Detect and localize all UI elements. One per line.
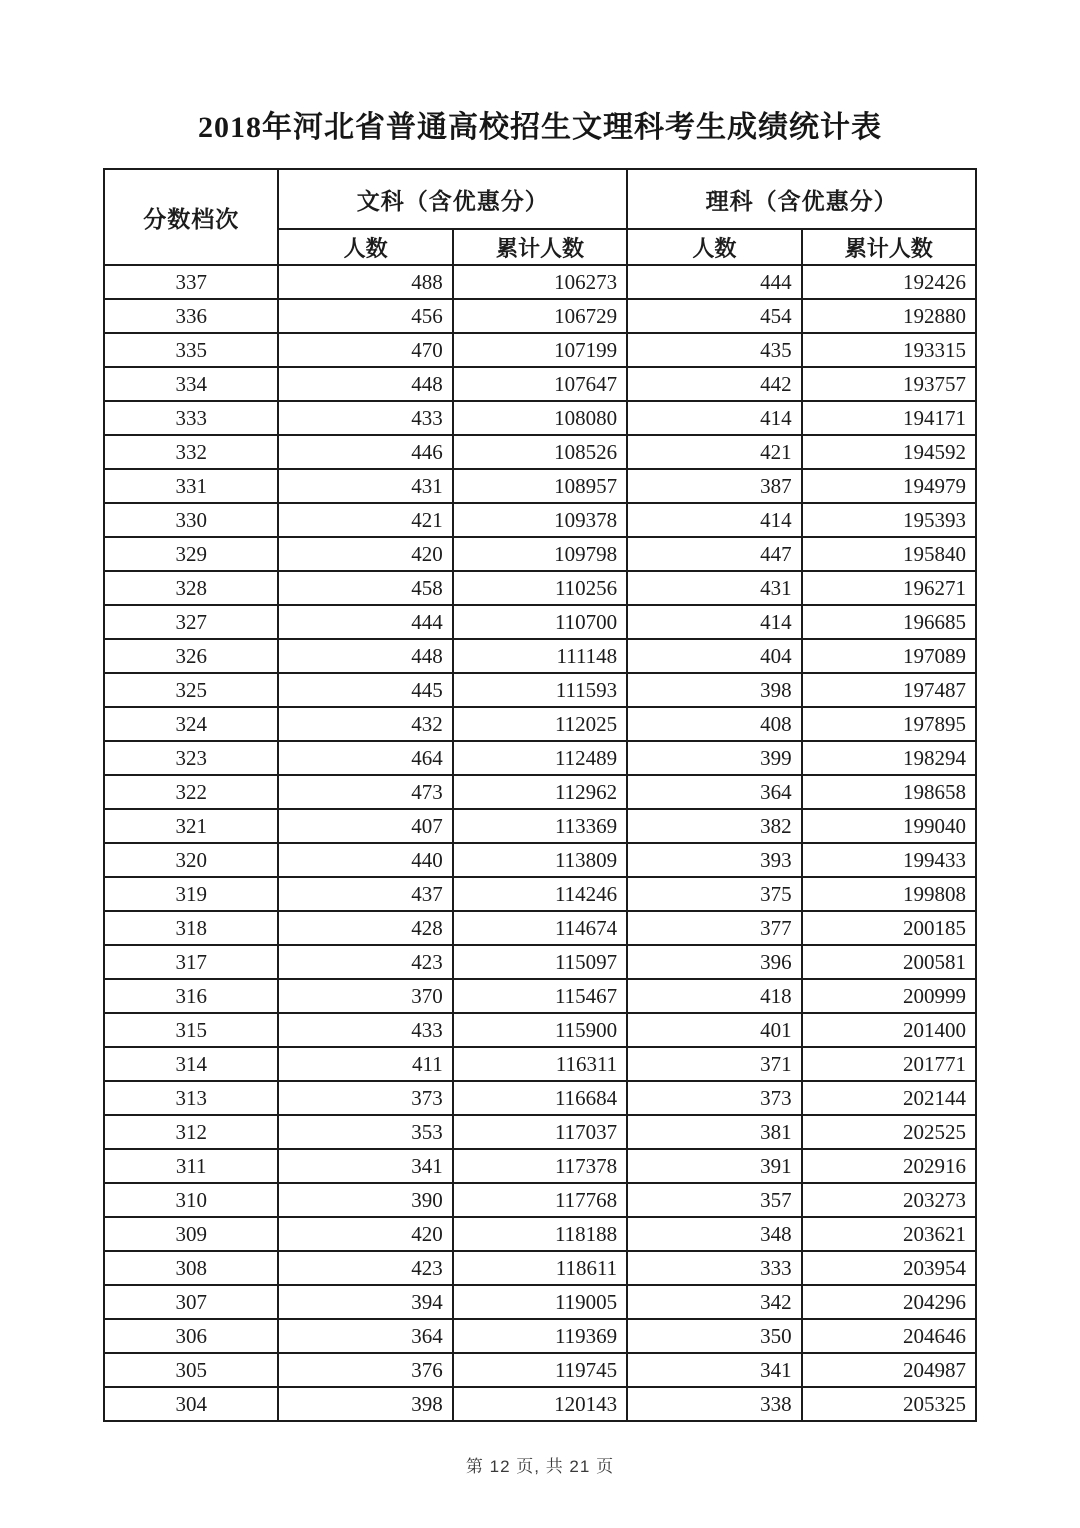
table-row — [104, 299, 976, 333]
table-row — [104, 945, 976, 979]
table-row — [104, 469, 976, 503]
col-header-score-tier: 分数档次 — [104, 169, 278, 265]
liberal-cumulative-cell: 119745 — [453, 1353, 627, 1387]
science-cumulative-cell: 205325 — [802, 1387, 976, 1421]
score-tier-cell: 328 — [104, 571, 278, 605]
science-cumulative-cell: 204987 — [802, 1353, 976, 1387]
science-count-cell: 393 — [627, 843, 801, 877]
table-row — [104, 809, 976, 843]
science-count-cell: 444 — [627, 265, 801, 299]
science-cumulative-cell: 202144 — [802, 1081, 976, 1115]
table-body — [104, 265, 976, 1421]
liberal-count-cell: 407 — [278, 809, 452, 843]
table-row — [104, 843, 976, 877]
liberal-cumulative-cell: 108080 — [453, 401, 627, 435]
science-count-cell: 404 — [627, 639, 801, 673]
science-cumulative-cell: 197089 — [802, 639, 976, 673]
science-cumulative-cell: 204646 — [802, 1319, 976, 1353]
liberal-count-cell: 444 — [278, 605, 452, 639]
liberal-cumulative-cell: 107647 — [453, 367, 627, 401]
liberal-cumulative-cell: 118188 — [453, 1217, 627, 1251]
liberal-count-cell: 433 — [278, 401, 452, 435]
table-row — [104, 707, 976, 741]
science-cumulative-cell: 193315 — [802, 333, 976, 367]
liberal-count-cell: 473 — [278, 775, 452, 809]
science-count-cell: 442 — [627, 367, 801, 401]
science-count-cell: 373 — [627, 1081, 801, 1115]
science-cumulative-cell: 192880 — [802, 299, 976, 333]
table-row — [104, 775, 976, 809]
science-cumulative-cell: 196271 — [802, 571, 976, 605]
score-tier-cell: 304 — [104, 1387, 278, 1421]
table-row — [104, 1387, 976, 1421]
liberal-count-cell: 456 — [278, 299, 452, 333]
group-header-row — [104, 169, 976, 229]
table-row — [104, 1081, 976, 1115]
score-tier-cell: 314 — [104, 1047, 278, 1081]
score-tier-cell: 308 — [104, 1251, 278, 1285]
liberal-cumulative-cell: 114674 — [453, 911, 627, 945]
science-cumulative-cell: 199040 — [802, 809, 976, 843]
score-tier-cell: 334 — [104, 367, 278, 401]
liberal-count-cell: 464 — [278, 741, 452, 775]
liberal-cumulative-cell: 110700 — [453, 605, 627, 639]
liberal-cumulative-cell: 116311 — [453, 1047, 627, 1081]
liberal-count-cell: 341 — [278, 1149, 452, 1183]
liberal-count-cell: 398 — [278, 1387, 452, 1421]
table-row — [104, 877, 976, 911]
science-cumulative-cell: 198658 — [802, 775, 976, 809]
liberal-count-cell: 437 — [278, 877, 452, 911]
science-count-cell: 364 — [627, 775, 801, 809]
score-tier-cell: 333 — [104, 401, 278, 435]
col-header-science-count: 人数 — [627, 229, 801, 265]
score-tier-cell: 323 — [104, 741, 278, 775]
liberal-cumulative-cell: 109378 — [453, 503, 627, 537]
science-cumulative-cell: 204296 — [802, 1285, 976, 1319]
liberal-count-cell: 411 — [278, 1047, 452, 1081]
science-count-cell: 341 — [627, 1353, 801, 1387]
liberal-cumulative-cell: 112025 — [453, 707, 627, 741]
science-cumulative-cell: 201400 — [802, 1013, 976, 1047]
science-cumulative-cell: 202916 — [802, 1149, 976, 1183]
score-tier-cell: 324 — [104, 707, 278, 741]
science-cumulative-cell: 194979 — [802, 469, 976, 503]
score-tier-cell: 312 — [104, 1115, 278, 1149]
table-row — [104, 503, 976, 537]
score-tier-cell: 306 — [104, 1319, 278, 1353]
table-row — [104, 1353, 976, 1387]
score-tier-cell: 322 — [104, 775, 278, 809]
science-cumulative-cell: 200581 — [802, 945, 976, 979]
science-count-cell: 414 — [627, 401, 801, 435]
liberal-count-cell: 370 — [278, 979, 452, 1013]
science-count-cell: 418 — [627, 979, 801, 1013]
table-row — [104, 367, 976, 401]
liberal-count-cell: 364 — [278, 1319, 452, 1353]
liberal-count-cell: 431 — [278, 469, 452, 503]
liberal-count-cell: 433 — [278, 1013, 452, 1047]
science-count-cell: 350 — [627, 1319, 801, 1353]
table-row — [104, 1047, 976, 1081]
science-count-cell: 447 — [627, 537, 801, 571]
score-tier-cell: 307 — [104, 1285, 278, 1319]
table-row — [104, 673, 976, 707]
science-cumulative-cell: 195393 — [802, 503, 976, 537]
liberal-count-cell: 488 — [278, 265, 452, 299]
score-tier-cell: 330 — [104, 503, 278, 537]
science-cumulative-cell: 197487 — [802, 673, 976, 707]
liberal-count-cell: 353 — [278, 1115, 452, 1149]
science-cumulative-cell: 193757 — [802, 367, 976, 401]
score-tier-cell: 331 — [104, 469, 278, 503]
liberal-cumulative-cell: 115900 — [453, 1013, 627, 1047]
score-tier-cell: 325 — [104, 673, 278, 707]
score-tier-cell: 309 — [104, 1217, 278, 1251]
science-count-cell: 348 — [627, 1217, 801, 1251]
science-count-cell: 387 — [627, 469, 801, 503]
liberal-cumulative-cell: 106273 — [453, 265, 627, 299]
science-cumulative-cell: 194592 — [802, 435, 976, 469]
science-cumulative-cell: 200999 — [802, 979, 976, 1013]
liberal-cumulative-cell: 118611 — [453, 1251, 627, 1285]
table-row — [104, 401, 976, 435]
liberal-count-cell: 423 — [278, 1251, 452, 1285]
science-count-cell: 357 — [627, 1183, 801, 1217]
score-tier-cell: 327 — [104, 605, 278, 639]
liberal-count-cell: 470 — [278, 333, 452, 367]
liberal-cumulative-cell: 108957 — [453, 469, 627, 503]
liberal-cumulative-cell: 110256 — [453, 571, 627, 605]
science-count-cell: 401 — [627, 1013, 801, 1047]
table-row — [104, 1013, 976, 1047]
liberal-count-cell: 458 — [278, 571, 452, 605]
liberal-cumulative-cell: 117378 — [453, 1149, 627, 1183]
science-count-cell: 396 — [627, 945, 801, 979]
score-tier-cell: 315 — [104, 1013, 278, 1047]
score-tier-cell: 329 — [104, 537, 278, 571]
science-cumulative-cell: 192426 — [802, 265, 976, 299]
score-tier-cell: 310 — [104, 1183, 278, 1217]
science-cumulative-cell: 202525 — [802, 1115, 976, 1149]
col-header-science-cumulative: 累计人数 — [802, 229, 976, 265]
science-cumulative-cell: 203954 — [802, 1251, 976, 1285]
liberal-cumulative-cell: 111593 — [453, 673, 627, 707]
liberal-count-cell: 373 — [278, 1081, 452, 1115]
score-tier-cell: 320 — [104, 843, 278, 877]
score-tier-cell: 326 — [104, 639, 278, 673]
table-row — [104, 1319, 976, 1353]
science-count-cell: 435 — [627, 333, 801, 367]
liberal-cumulative-cell: 106729 — [453, 299, 627, 333]
liberal-cumulative-cell: 111148 — [453, 639, 627, 673]
table-row — [104, 435, 976, 469]
liberal-count-cell: 376 — [278, 1353, 452, 1387]
liberal-cumulative-cell: 115097 — [453, 945, 627, 979]
science-count-cell: 398 — [627, 673, 801, 707]
table-row — [104, 605, 976, 639]
science-count-cell: 408 — [627, 707, 801, 741]
science-count-cell: 371 — [627, 1047, 801, 1081]
liberal-count-cell: 448 — [278, 367, 452, 401]
score-tier-cell: 335 — [104, 333, 278, 367]
table-row — [104, 639, 976, 673]
liberal-count-cell: 428 — [278, 911, 452, 945]
liberal-cumulative-cell: 113369 — [453, 809, 627, 843]
col-header-liberal-cumulative: 累计人数 — [453, 229, 627, 265]
score-tier-cell: 305 — [104, 1353, 278, 1387]
liberal-count-cell: 390 — [278, 1183, 452, 1217]
table-row — [104, 979, 976, 1013]
science-count-cell: 382 — [627, 809, 801, 843]
table-row — [104, 1217, 976, 1251]
score-tier-cell: 321 — [104, 809, 278, 843]
liberal-cumulative-cell: 120143 — [453, 1387, 627, 1421]
page-title: 2018年河北省普通高校招生文理科考生成绩统计表 — [198, 111, 882, 144]
score-tier-cell: 316 — [104, 979, 278, 1013]
liberal-cumulative-cell: 114246 — [453, 877, 627, 911]
science-cumulative-cell: 195840 — [802, 537, 976, 571]
score-tier-cell: 311 — [104, 1149, 278, 1183]
score-tier-cell: 318 — [104, 911, 278, 945]
liberal-cumulative-cell: 119005 — [453, 1285, 627, 1319]
science-count-cell: 338 — [627, 1387, 801, 1421]
science-cumulative-cell: 198294 — [802, 741, 976, 775]
science-count-cell: 342 — [627, 1285, 801, 1319]
science-cumulative-cell: 203621 — [802, 1217, 976, 1251]
liberal-cumulative-cell: 107199 — [453, 333, 627, 367]
table-row — [104, 537, 976, 571]
liberal-count-cell: 432 — [278, 707, 452, 741]
col-header-science: 理科（含优惠分） — [627, 169, 976, 229]
liberal-cumulative-cell: 119369 — [453, 1319, 627, 1353]
science-count-cell: 381 — [627, 1115, 801, 1149]
liberal-cumulative-cell: 116684 — [453, 1081, 627, 1115]
liberal-cumulative-cell: 117037 — [453, 1115, 627, 1149]
liberal-count-cell: 421 — [278, 503, 452, 537]
page-footer: 第 12 页, 共 21 页 — [465, 1457, 615, 1476]
science-cumulative-cell: 199433 — [802, 843, 976, 877]
liberal-cumulative-cell: 117768 — [453, 1183, 627, 1217]
science-cumulative-cell: 200185 — [802, 911, 976, 945]
table-row — [104, 1251, 976, 1285]
science-count-cell: 391 — [627, 1149, 801, 1183]
science-cumulative-cell: 201771 — [802, 1047, 976, 1081]
liberal-count-cell: 420 — [278, 1217, 452, 1251]
col-header-liberal-count: 人数 — [278, 229, 452, 265]
liberal-cumulative-cell: 112962 — [453, 775, 627, 809]
score-tier-cell: 319 — [104, 877, 278, 911]
liberal-count-cell: 446 — [278, 435, 452, 469]
table-row — [104, 571, 976, 605]
score-tier-cell: 313 — [104, 1081, 278, 1115]
table-row — [104, 1285, 976, 1319]
score-tier-cell: 317 — [104, 945, 278, 979]
science-count-cell: 454 — [627, 299, 801, 333]
table-row — [104, 741, 976, 775]
col-header-liberal-arts: 文科（含优惠分） — [278, 169, 627, 229]
liberal-cumulative-cell: 113809 — [453, 843, 627, 877]
liberal-count-cell: 448 — [278, 639, 452, 673]
science-count-cell: 375 — [627, 877, 801, 911]
liberal-cumulative-cell: 115467 — [453, 979, 627, 1013]
table-header — [104, 169, 976, 265]
science-count-cell: 431 — [627, 571, 801, 605]
table-row — [104, 265, 976, 299]
table-row — [104, 911, 976, 945]
science-cumulative-cell: 203273 — [802, 1183, 976, 1217]
science-count-cell: 377 — [627, 911, 801, 945]
score-tier-cell: 332 — [104, 435, 278, 469]
science-cumulative-cell: 199808 — [802, 877, 976, 911]
liberal-count-cell: 423 — [278, 945, 452, 979]
score-tier-cell: 337 — [104, 265, 278, 299]
science-count-cell: 421 — [627, 435, 801, 469]
table-row — [104, 333, 976, 367]
liberal-count-cell: 394 — [278, 1285, 452, 1319]
liberal-cumulative-cell: 109798 — [453, 537, 627, 571]
science-count-cell: 399 — [627, 741, 801, 775]
science-count-cell: 333 — [627, 1251, 801, 1285]
science-cumulative-cell: 196685 — [802, 605, 976, 639]
score-tier-cell: 336 — [104, 299, 278, 333]
liberal-count-cell: 420 — [278, 537, 452, 571]
science-cumulative-cell: 197895 — [802, 707, 976, 741]
liberal-cumulative-cell: 112489 — [453, 741, 627, 775]
science-count-cell: 414 — [627, 605, 801, 639]
table-row — [104, 1115, 976, 1149]
science-cumulative-cell: 194171 — [802, 401, 976, 435]
liberal-count-cell: 440 — [278, 843, 452, 877]
table-row — [104, 1149, 976, 1183]
table-row — [104, 1183, 976, 1217]
science-count-cell: 414 — [627, 503, 801, 537]
liberal-cumulative-cell: 108526 — [453, 435, 627, 469]
score-statistics-table — [103, 168, 977, 1422]
liberal-count-cell: 445 — [278, 673, 452, 707]
